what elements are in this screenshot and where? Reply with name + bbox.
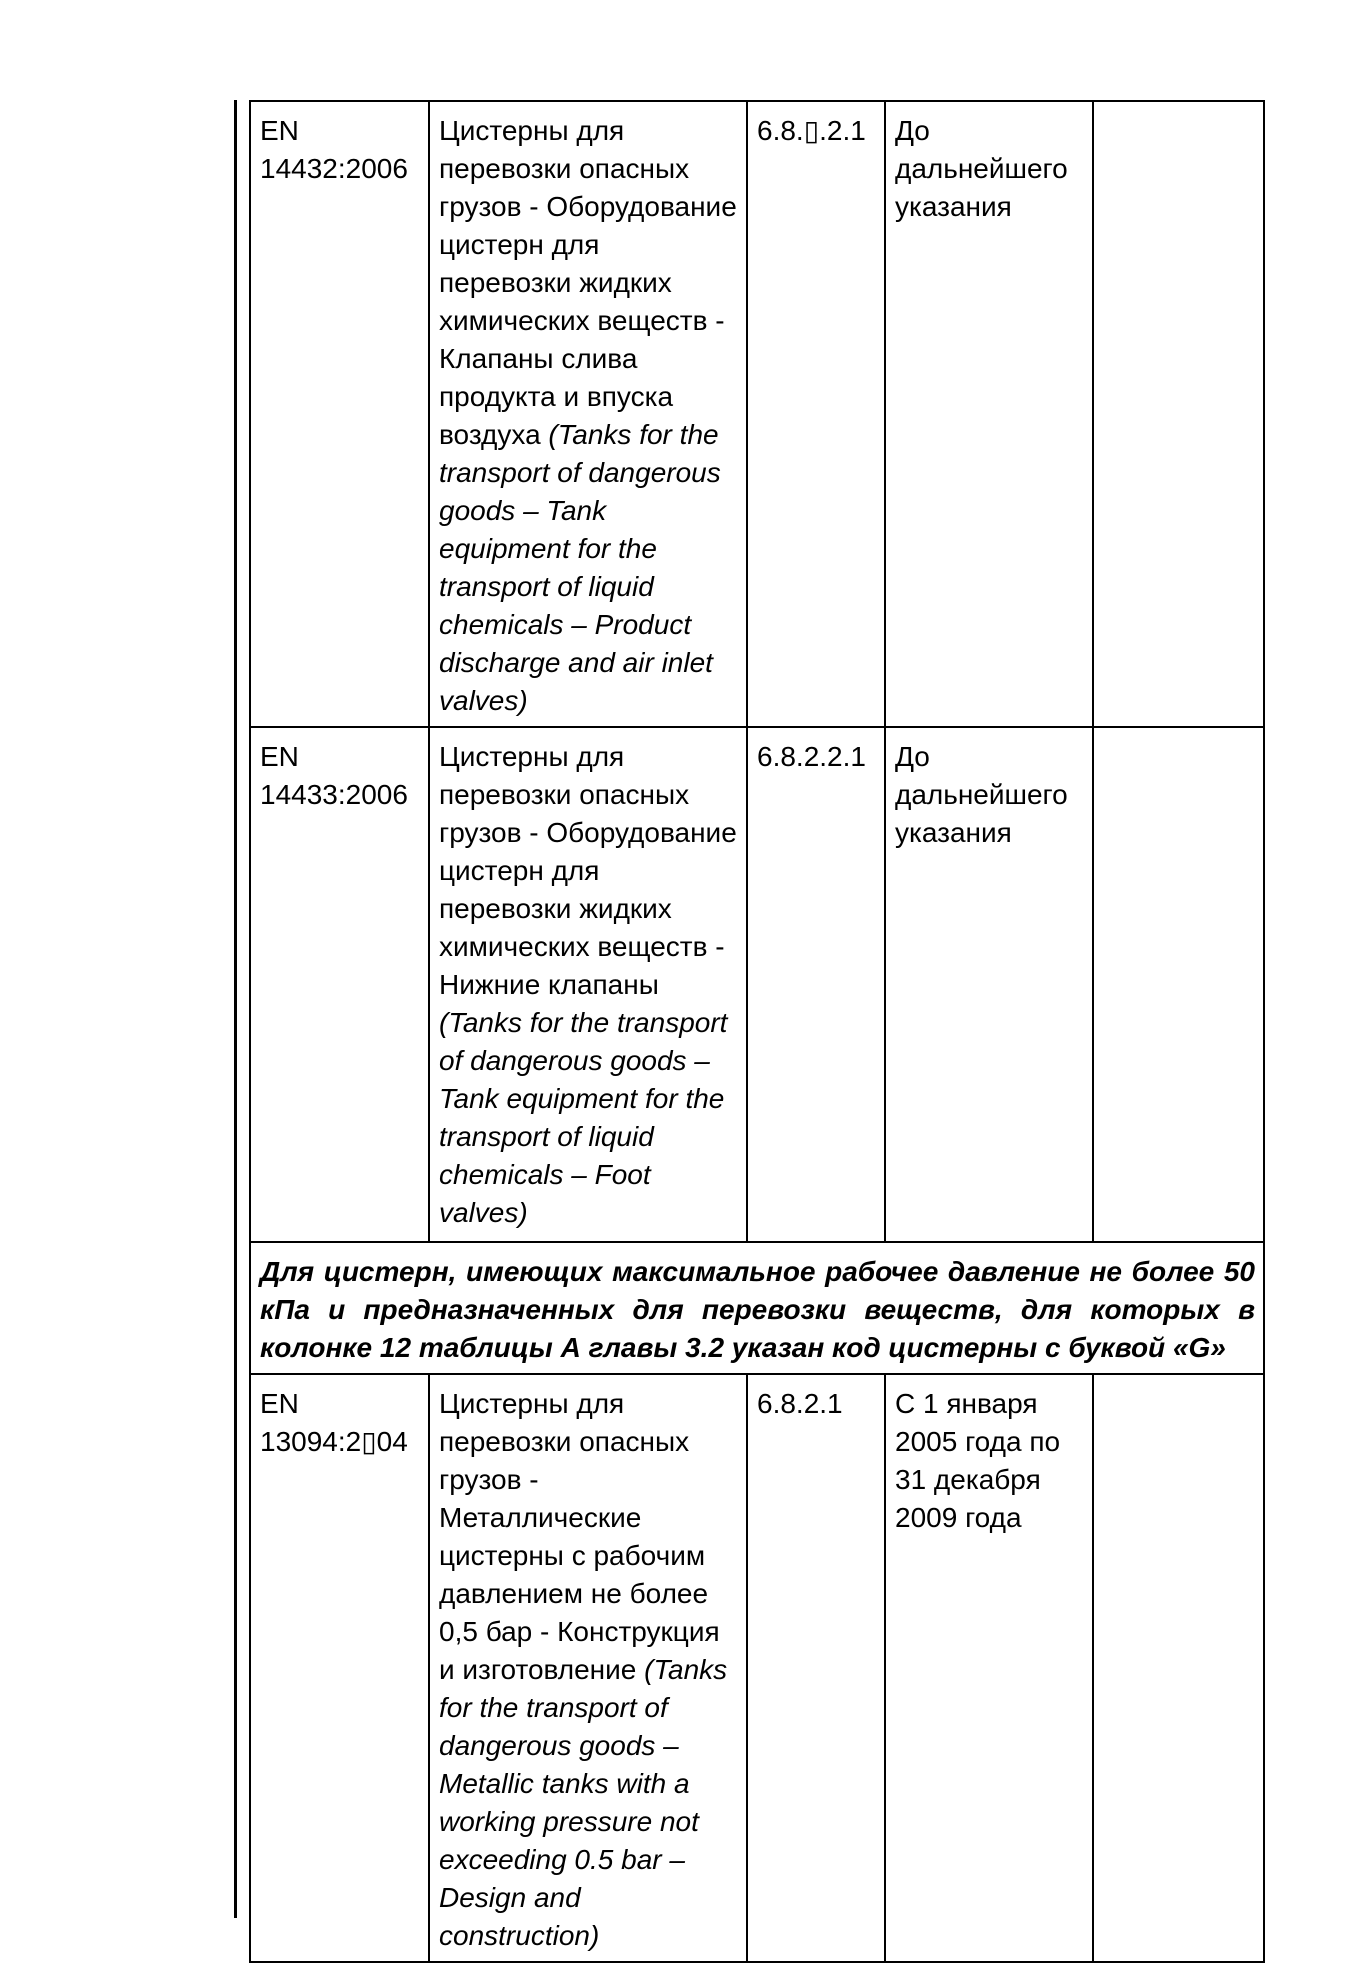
title-ru: Цистерны для перевозки опасных грузов - Металлические цистерны с рабочим давлением не более 0,5 бар - Конструкция и изготовление [439,1388,720,1685]
table-row [250,101,1264,727]
notes-cell [1093,727,1264,1242]
standard-cell [250,101,429,727]
standards-table [249,100,1265,1963]
title-en: (Tanks for the transport of dangerous goods – Tank equipment for the transport of liquid chemicals – Product discharge and air inlet valves) [439,419,721,716]
standard-code: EN 13094:2▯04 [260,1388,408,1457]
section-ref: 6.8.2.1 [757,1388,843,1419]
applicability-cell [885,101,1093,727]
applicability-text: До дальнейшего указания [895,741,1068,848]
applicability-cell [885,727,1093,1242]
standard-code: EN 14433:2006 [260,741,408,810]
section-ref: 6.8.▯.2.1 [757,115,866,146]
title-en: (Tanks for the transport of dangerous goods – Metallic tanks with a working pressure not exceeding 0.5 bar – Design and construction) [439,1654,728,1951]
title-cell [429,727,747,1242]
section-cell [747,101,885,727]
applicability-text: С 1 января 2005 года по 31 декабря 2009 года [895,1388,1061,1533]
margin-change-bar [234,100,237,1918]
section-ref: 6.8.2.2.1 [757,741,866,772]
applicability-cell [885,1374,1093,1962]
standard-code: EN 14432:2006 [260,115,408,184]
section-header-row [250,1242,1264,1374]
table-row [250,727,1264,1242]
notes-cell [1093,101,1264,727]
notes-cell [1093,1374,1264,1962]
section-cell [747,727,885,1242]
table-row [250,1374,1264,1962]
title-cell [429,101,747,727]
title-en: (Tanks for the transport of dangerous goods – Tank equipment for the transport of liquid chemicals – Foot valves) [439,1007,728,1228]
title-cell [429,1374,747,1962]
title-ru: Цистерны для перевозки опасных грузов - Оборудование цистерн для перевозки жидких химических веществ - Клапаны слива продукта и впуска воздуха [439,115,737,450]
standard-cell [250,727,429,1242]
title-ru: Цистерны для перевозки опасных грузов - Оборудование цистерн для перевозки жидких химических веществ - Нижние клапаны [439,741,737,1000]
applicability-text: До дальнейшего указания [895,115,1068,222]
section-header: Для цистерн, имеющих максимальное рабочее давление не более 50 кПа и предназначенных для перевозки веществ, для которых в колонке 12 таблицы А главы 3.2 указан код цистерны с буквой «G» [250,1242,1264,1374]
standard-cell [250,1374,429,1962]
section-cell [747,1374,885,1962]
